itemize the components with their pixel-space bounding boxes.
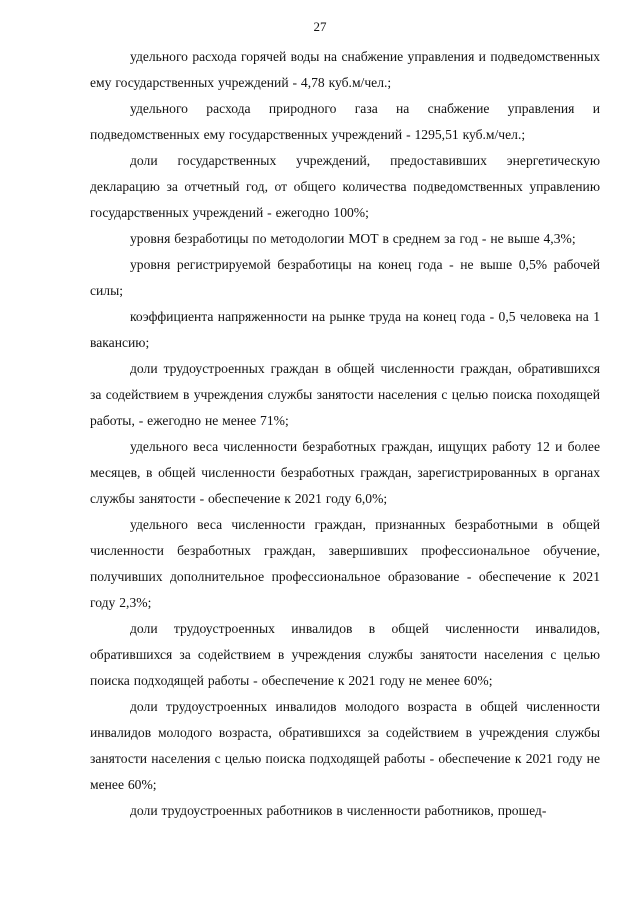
paragraph: доли государственных учреждений, предоставивших энергетическую декларацию за отчетный год, от общего количества подведомственных управлению государственных учреждений - ежегодно 100%;	[90, 153, 600, 220]
paragraph: уровня безработицы по методологии МОТ в среднем за год - не выше 4,3%;	[130, 231, 576, 246]
document-body	[90, 44, 600, 824]
paragraph: уровня регистрируемой безработицы на конец года - не выше 0,5% рабочей силы;	[90, 257, 600, 298]
paragraph: удельного веса численности граждан, признанных безработными в общей численности безработных граждан, завершивших профессиональное обучение, получивших дополнительное профессиональное образование - обеспечение к 2021 году 2,3%;	[90, 517, 600, 610]
paragraph: доли трудоустроенных работников в численности работников, прошед-	[130, 803, 547, 818]
paragraph: доли трудоустроенных инвалидов в общей численности инвалидов, обратившихся за содействием в учреждения службы занятости населения с целью поиска подходящей работы - обеспечение к 2021 году не менее 60%;	[90, 621, 600, 688]
paragraph: доли трудоустроенных граждан в общей численности граждан, обратившихся за содействием в учреждения службы занятости населения с целью поиска походящей работы, - ежегодно не менее 71%;	[90, 361, 600, 428]
page-number: 27	[313, 19, 327, 34]
paragraph: удельного веса численности безработных граждан, ищущих работу 12 и более месяцев, в общей численности безработных граждан, зарегистрированных в органах службы занятости - обеспечение к 2021 году 6,0%;	[90, 439, 600, 506]
paragraph: удельного расхода природного газа на снабжение управления и подведомственных ему государственных учреждений - 1295,51 куб.м/чел.;	[90, 101, 600, 142]
paragraph: коэффициента напряженности на рынке труда на конец года - 0,5 человека на 1 вакансию;	[90, 309, 600, 350]
paragraph: удельного расхода горячей воды на снабжение управления и подведомственных ему государственных учреждений - 4,78 куб.м/чел.;	[90, 49, 600, 90]
paragraph: доли трудоустроенных инвалидов молодого возраста в общей численности инвалидов молодого возраста, обратившихся за содействием в учреждения службы занятости населения с целью поиска подходящей работы - обеспечение к 2021 году не менее 60%;	[90, 699, 600, 792]
